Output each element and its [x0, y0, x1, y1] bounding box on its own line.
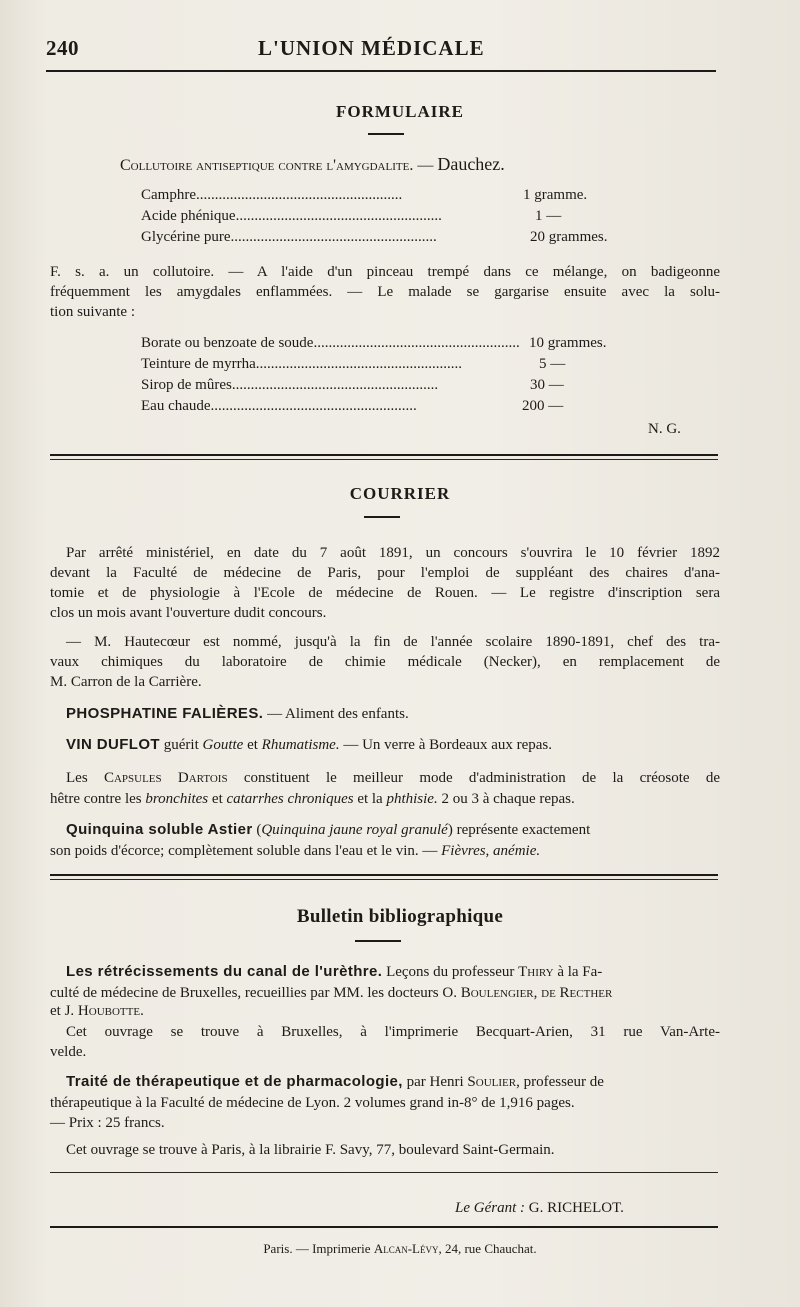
leader-dots: .......................................................	[255, 356, 462, 372]
advert-brand: VIN DUFLOT	[66, 736, 160, 753]
leader-dots: .......................................................	[230, 229, 437, 245]
leader-dots: .......................................................	[210, 398, 417, 414]
advert-text: Les	[66, 770, 104, 786]
advert-text: 2 ou 3 à chaque repas.	[437, 791, 575, 807]
advert-capsules-line	[50, 789, 575, 809]
advert-phosphatine	[66, 704, 409, 724]
advert-text: — Aliment des enfants.	[263, 706, 409, 722]
advert-text-italic: phthisie.	[386, 791, 438, 807]
advert-brand: Capsules Dartois	[103, 770, 228, 786]
advert-text-italic: Rhumatisme.	[261, 737, 340, 753]
gerant-name: G. RICHELOT.	[525, 1200, 624, 1216]
advert-text: son poids d'écorce; complètement soluble dans l'eau et le vin. —	[50, 843, 442, 859]
courrier-text-line: tomie et de physiologie à l'Ecole de médecine de Rouen. — Le registre d'inscription sera	[50, 585, 720, 601]
bulletin-text: professeur de	[519, 1074, 604, 1090]
bulletin-entry-line: Cet ouvrage se trouve à Bruxelles, à l'imprimerie Becquart-Arien, 31 rue Van-Arte-	[66, 1024, 720, 1040]
header-rule	[46, 70, 716, 72]
heading-underline	[364, 516, 400, 518]
bulletin-text: par Henri	[402, 1074, 468, 1090]
recipe-row	[141, 375, 641, 396]
heading-underline	[355, 940, 401, 942]
recipe-list-2	[141, 333, 641, 417]
bulletin-entry-line	[66, 1072, 604, 1092]
formula-title-text: Collutoire antiseptique contre l'amygdalite.	[120, 157, 414, 174]
ingredient-name: Glycérine pure	[141, 229, 231, 245]
advert-text: et	[243, 737, 262, 753]
formula-text-line: tion suivante :	[50, 304, 135, 320]
recipe-row	[141, 185, 641, 206]
recipe-row	[141, 396, 641, 417]
bulletin-entry-line: Cet ouvrage se trouve à Paris, à la librairie F. Savy, 77, boulevard Saint-Germain.	[66, 1142, 555, 1158]
advert-quinquina-line	[66, 820, 590, 840]
bulletin-text: culté de médecine de Bruxelles, recueillies par MM. les docteurs O.	[50, 985, 461, 1001]
gerant-signature	[455, 1200, 624, 1217]
advert-vin-duflot	[66, 735, 552, 755]
recipe-row	[141, 333, 641, 354]
advert-text-italic: Quinquina jaune royal granulé	[261, 822, 448, 838]
advert-text-italic: Fièvres, anémie.	[441, 843, 541, 859]
ingredient-name: Acide phénique	[141, 208, 236, 224]
author-name: Thiry	[518, 964, 554, 980]
formula-author: Dauchez.	[437, 154, 505, 174]
ingredient-name: Eau chaude	[141, 398, 211, 414]
section-rule	[50, 459, 718, 460]
advert-text: et	[208, 791, 227, 807]
ingredient-qty: 1 gramme.	[523, 187, 588, 203]
formula-title-sep: —	[413, 157, 438, 174]
advert-text: — Un verre à Bordeaux aux repas.	[339, 737, 552, 753]
leader-dots: .......................................................	[195, 187, 403, 203]
ingredient-qty: 200 —	[522, 398, 564, 414]
bulletin-entry-line: thérapeutique à la Faculté de médecine de Lyon. 2 volumes grand in-8° de 1,916 pages.	[50, 1095, 575, 1111]
leader-dots: .......................................................	[231, 377, 439, 393]
section-rule	[50, 454, 718, 456]
bulletin-text: Leçons du professeur	[382, 964, 519, 980]
advert-text: guérit	[160, 737, 203, 753]
recipe-list-1	[141, 185, 641, 248]
formula-text-line: fréquemment les amygdales enflammées. — Le malade se gargarise ensuite avec la solu-	[50, 284, 720, 300]
ingredient-qty: 30 —	[530, 377, 564, 393]
section-rule	[50, 874, 718, 876]
recipe-row	[141, 354, 641, 375]
page-number: 240	[46, 36, 79, 60]
imprint-text: Paris. — Imprimerie	[263, 1241, 374, 1256]
leader-dots: .......................................................	[235, 208, 442, 224]
courrier-text-line: M. Carron de la Carrière.	[50, 674, 202, 690]
bulletin-entry-line: velde.	[50, 1044, 87, 1060]
ingredient-name: Sirop de mûres	[141, 377, 232, 393]
section-heading-bulletin: Bulletin bibliographique	[296, 906, 504, 927]
advert-text: hêtre contre les	[50, 791, 146, 807]
advert-text: ) représente exactement	[447, 822, 591, 838]
courrier-text-line: devant la Faculté de médecine de Paris, pour l'emploi de suppléant des chaires d'ana-	[50, 565, 720, 581]
gerant-label: Le Gérant :	[455, 1200, 525, 1216]
advert-text: (	[252, 822, 262, 838]
advert-text: constituent le meilleur mode d'administration de la créosote de	[227, 770, 720, 786]
courrier-text-line: vaux chimiques du laboratoire de chimie médicale (Necker), en remplacement de	[50, 654, 720, 670]
advert-text-italic: Goutte	[202, 737, 244, 753]
advert-quinquina-line	[50, 841, 540, 861]
imprint-text: 24, rue Chauchat.	[441, 1241, 537, 1256]
advert-capsules-line	[66, 768, 720, 788]
author-name: Houbotte.	[77, 1003, 144, 1019]
recipe-row	[141, 227, 641, 248]
book-title: Les rétrécissements du canal de l'urèthre.	[66, 963, 383, 980]
footer-rule	[50, 1226, 718, 1228]
formula-title	[120, 154, 505, 176]
bulletin-text: à la Fa-	[553, 964, 603, 980]
author-name: Soulier,	[467, 1074, 520, 1090]
ingredient-qty: 10 grammes.	[529, 335, 607, 351]
journal-title: L'UNION MÉDICALE	[258, 36, 485, 60]
bulletin-entry-line	[66, 962, 602, 982]
ingredient-name: Borate ou benzoate de soude	[141, 335, 314, 351]
bulletin-entry-line	[50, 983, 612, 1003]
formula-text-line: F. s. a. un collutoire. — A l'aide d'un pinceau trempé dans ce mélange, on badigeonne	[50, 264, 720, 280]
bulletin-text: et J.	[50, 1003, 78, 1019]
advert-text-italic: catarrhes chroniques	[226, 791, 354, 807]
advert-text-italic: bronchites	[145, 791, 209, 807]
heading-underline	[368, 133, 404, 135]
ingredient-qty: 5 —	[539, 356, 566, 372]
book-title: Traité de thérapeutique et de pharmacologie,	[66, 1073, 403, 1090]
section-heading-courrier: COURRIER	[349, 484, 451, 503]
imprint-printer: Alcan-Lévy,	[373, 1241, 442, 1256]
ingredient-qty: 20 grammes.	[530, 229, 608, 245]
formula-signature: N. G.	[648, 421, 681, 437]
advert-brand: Quinquina soluble Astier	[66, 821, 253, 838]
courrier-text-line: Par arrêté ministériel, en date du 7 août 1891, un concours s'ouvrira le 10 février 1892	[66, 545, 720, 561]
advert-brand: PHOSPHATINE FALIÈRES.	[66, 705, 264, 722]
leader-dots: .......................................................	[313, 335, 520, 351]
section-rule	[50, 879, 718, 880]
ingredient-name: Camphre	[141, 187, 196, 203]
courrier-text-line: clos un mois avant l'ouverture dudit concours.	[50, 605, 327, 621]
bulletin-entry-line: — Prix : 25 francs.	[50, 1115, 165, 1131]
advert-text: et la	[353, 791, 387, 807]
ingredient-name: Teinture de myrrha	[141, 356, 256, 372]
bulletin-entry-line	[50, 1001, 144, 1021]
printer-imprint	[0, 1241, 800, 1257]
courrier-text-line: — M. Hautecœur est nommé, jusqu'à la fin de l'année scolaire 1890-1891, chef des tra-	[66, 634, 720, 650]
section-rule	[50, 1172, 718, 1173]
author-name: Boulengier, de Recther	[460, 985, 613, 1001]
recipe-row	[141, 206, 641, 227]
section-heading-formulaire: FORMULAIRE	[335, 102, 465, 121]
ingredient-qty: 1 —	[535, 208, 562, 224]
